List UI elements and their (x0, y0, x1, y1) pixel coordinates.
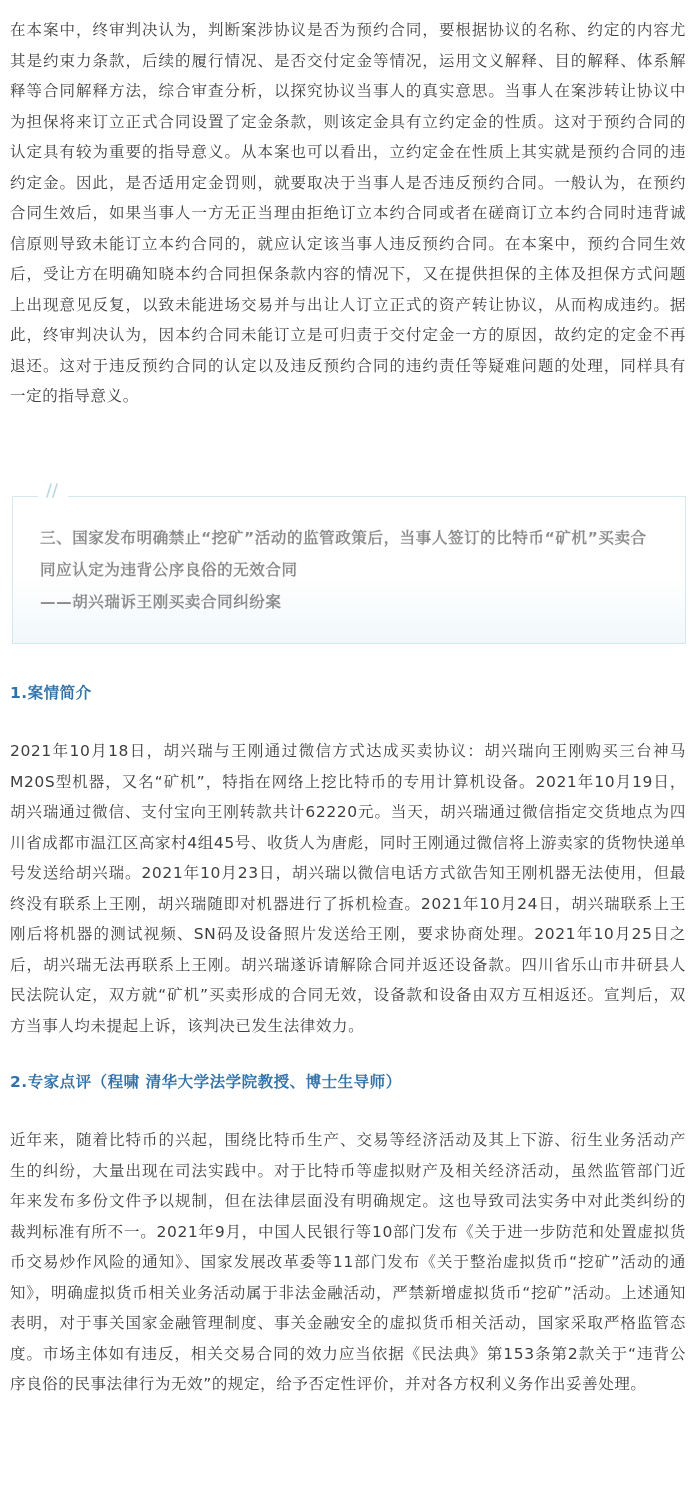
paragraph-case-summary: 2021年10月18日，胡兴瑞与王刚通过微信方式达成买卖协议：胡兴瑞向王刚购买三台神马M20S型机器，又名“矿机”，特指在网络上挖比特币的专用计算机设备。2021年10月19日，胡兴瑞通过微信、支付宝向王刚转款共计62220元。当天，胡兴瑞通过微信指定交货地点为四川省成都市温江区高家村4组45号、收货人为唐彪，同时王刚通过微信将上游卖家的货物快递单号发送给胡兴瑞。2021年10月23日，胡兴瑞以微信电话方式欲告知王刚机器无法使用，但最终没有联系上王刚，胡兴瑞随即对机器进行了拆机检查。2021年10月24日，胡兴瑞联系上王刚后将机器的测试视频、SN码及设备照片发送给王刚，要求协商处理。2021年10月25日之后，胡兴瑞无法再联系上王刚。胡兴瑞遂诉请解除合同并返还设备款。四川省乐山市井研县人民法院认定，双方就“矿机”买卖形成的合同无效，设备款和设备由双方互相返还。宣判后，双方当事人均未提起上诉，该判决已发生法律效力。 (10, 742, 686, 1035)
heading-expert-comment: 2.专家点评（程啸 清华大学法学院教授、博士生导师） (10, 1073, 402, 1091)
paragraph-judgment-analysis: 在本案中，终审判决认为，判断案涉协议是否为预约合同，要根据协议的名称、约定的内容尤其是约束力条款，后续的履行情况、是否交付定金等情况，运用文义解释、目的解释、体系解释等合同解释方法，综合审查分析，以探究协议当事人的真实意思。当事人在案涉转让协议中为担保将来订立正式合同设置了定金条款，则该定金具有立约定金的性质。这对于预约合同的认定具有较为重要的指导意义。从本案也可以看出，立约定金在性质上其实就是预约合同的违约定金。因此，是否适用定金罚则，就要取决于当事人是否违反预约合同。一般认为，在预约合同生效后，如果当事人一方无正当理由拒绝订立本约合同或者在磋商订立本约合同时违背诚信原则导致未能订立本约合同的，就应认定该当事人违反预约合同。在本案中，预约合同生效后，受让方在明确知晓本约合同担保条款内容的情况下，又在提供担保的主体及担保方式问题上出现意见反复，以致未能进场交易并与出让人订立正式的资产转让协议，从而构成违约。据此，终审判决认为，因本约合同未能订立是可归责于交付定金一方的原因，故约定的定金不再退还。这对于违反预约合同的认定以及违反预约合同的违约责任等疑难问题的处理，同样具有一定的指导意义。 (10, 21, 686, 405)
section-title (40, 522, 670, 618)
paragraph-expert-comment: 近年来，随着比特币的兴起，围绕比特币生产、交易等经济活动及其上下游、衍生业务活动产生的纠纷，大量出现在司法实践中。对于比特币等虚拟财产及相关经济活动，虽然监管部门近年来发布多份文件予以规制，但在法律层面没有明确规定。这也导致司法实务中对此类纠纷的裁判标准有所不一。2021年9月，中国人民银行等10部门发布《关于进一步防范和处置虚拟货币交易炒作风险的通知》、国家发展改革委等11部门发布《关于整治虚拟货币“挖矿”活动的通知》，明确虚拟货币相关业务活动属于非法金融活动，严禁新增虚拟货币“挖矿”活动。上述通知表明，对于事关国家金融管理制度、事关金融安全的虚拟货币相关活动，国家采取严格监管态度。市场主体如有违反，相关交易合同的效力应当依据《民法典》第153条第2款关于“违背公序良俗的民事法律行为无效”的规定，给予否定性评价，并对各方权利义务作出妥善处理。 (10, 1131, 686, 1393)
section-title-line-2: 同应认定为违背公序良俗的无效合同 (40, 561, 298, 579)
heading-case-summary: 1.案情简介 (10, 684, 92, 702)
section-title-line-1: 三、国家发布明确禁止“挖矿”活动的监管政策后，当事人签订的比特币“矿机”买卖合 (40, 529, 647, 547)
quote-mark-icon (38, 478, 68, 506)
section-title-case-name: ——胡兴瑞诉王刚买卖合同纠纷案 (40, 593, 282, 611)
